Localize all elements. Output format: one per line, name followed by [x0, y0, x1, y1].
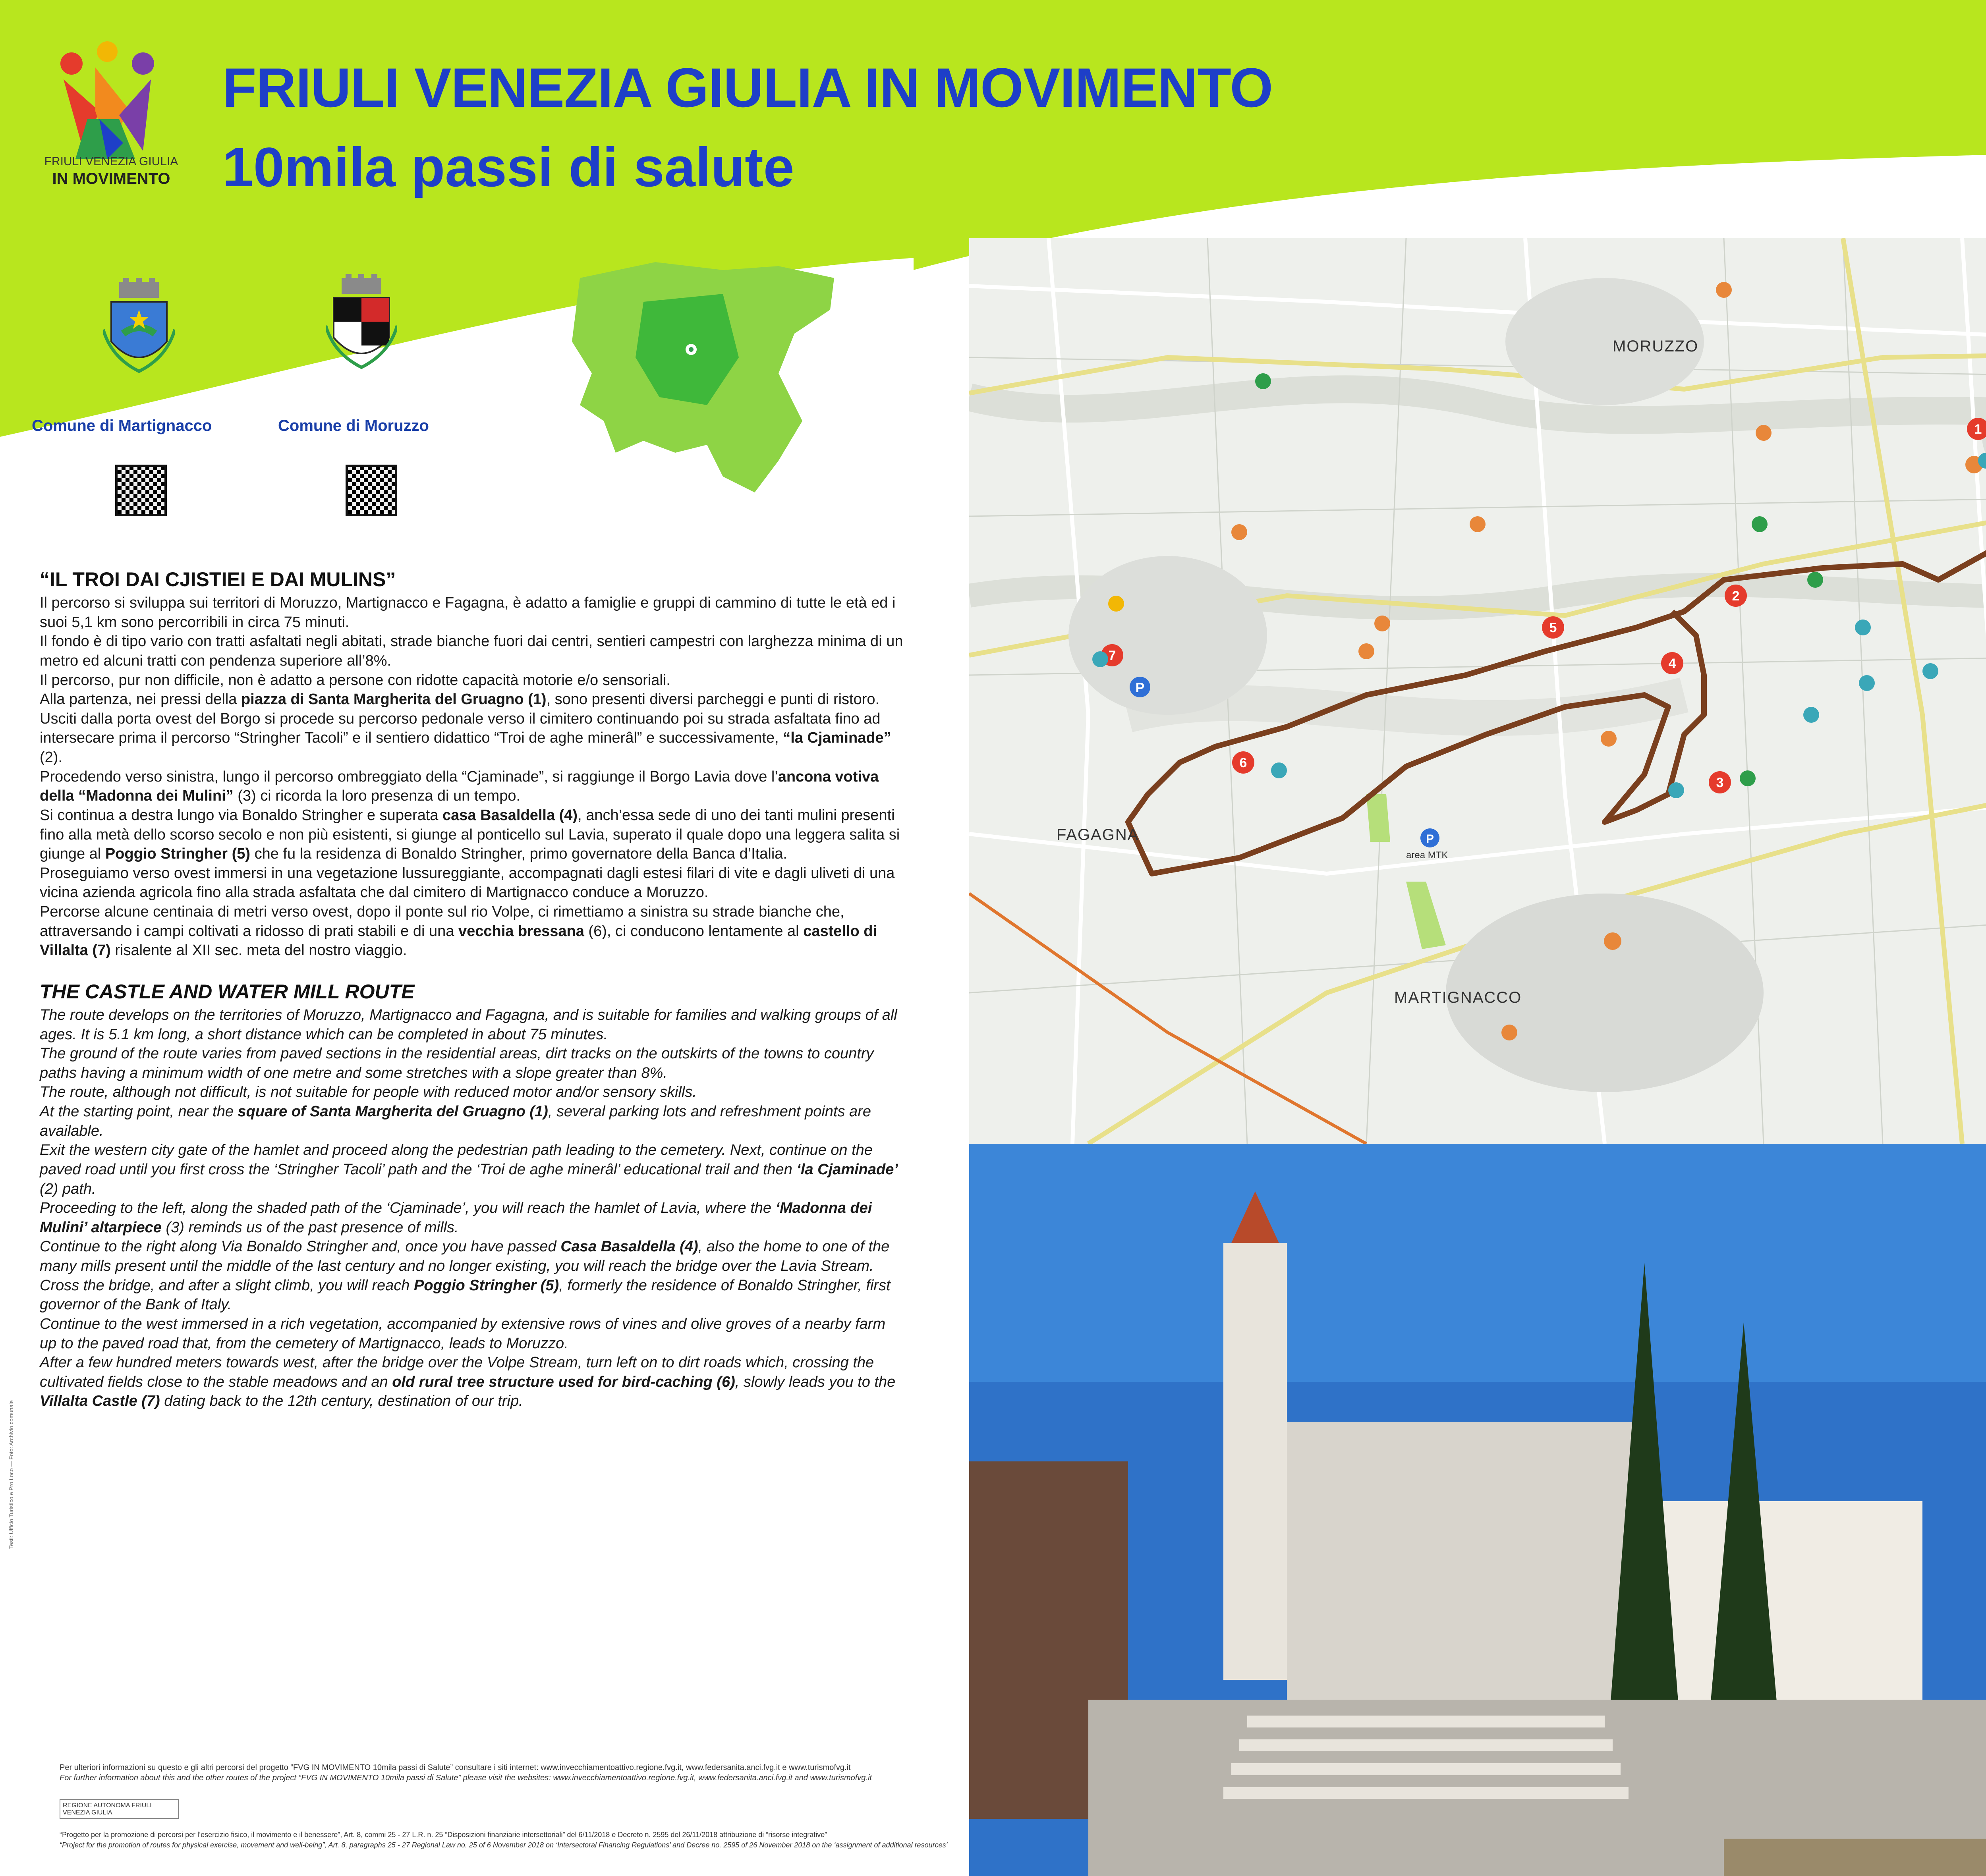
svg-text:P: P — [1426, 832, 1434, 845]
qr-code-icon[interactable] — [346, 465, 397, 516]
route-title-it: “IL TROI DAI CJISTIEI E DAI MULINS” — [40, 568, 396, 591]
paragraph: Il fondo è di tipo vario con tratti asfaltati negli abitati, strade bianche fuori dai centri, sentieri campestri con larghezza minima di un metro ed alcuni tratti con pendenza superiore all’8%. — [40, 633, 903, 669]
page-subtitle: 10mila passi di salute — [222, 136, 794, 198]
paragraph: Il percorso, pur non difficile, non è adatto a persone con ridotte capacità motorie e/o sensoriali. — [40, 672, 670, 689]
paragraph: The route develops on the territories of Moruzzo, Martignacco and Fagagna, and is suitable for families and walking groups of all ages. It is 5.1 km long, a short distance which can be completed in about 75 minutes. — [40, 1006, 897, 1043]
footer-project-it: “Progetto per la promozione di percorsi per l’esercizio fisico, il movimento e il benessere”, Art. 8, commi 25 - 27 L.R. n. 25 “Disposizioni finanziarie intersettoriali” del 6/11/2018 e Decreto n. 2595 del 26/11/2018 attribuzione di “risorse integrative” — [60, 1831, 827, 1839]
page-title: FRIULI VENEZIA GIULIA IN MOVIMENTO — [222, 56, 1273, 119]
svg-text:4: 4 — [1668, 656, 1676, 671]
footer-regione-logo: REGIONE AUTONOMA FRIULI VENEZIA GIULIA — [60, 1799, 179, 1819]
map-place-label: MORUZZO — [1613, 338, 1699, 355]
svg-text:1: 1 — [1974, 422, 1982, 437]
paragraph: Percorse alcune centinaia di metri verso ovest, dopo il ponte sul rio Volpe, ci rimettiamo a sinistra su strade bianche che, attraversando i campi coltivati a ridosso di prati stabili e di una vecchia bressana (6), ci conducono lentamente al castello di Villalta (7) risalente al XII sec. meta del nostro viaggio. — [40, 903, 877, 959]
paragraph: Proseguiamo verso ovest immersi in una vegetazione lussureggiante, accompagnati dagli estesi filari di vite e dagli uliveti di una vicina azienda agricola fino alla strada asfaltata che dal cimitero di Martignacco conduce a Moruzzo. — [40, 865, 895, 901]
paragraph: Procedendo verso sinistra, lungo il percorso ombreggiato della “Cjaminade”, si raggiunge il Borgo Lavia dove l’ancona votiva della “Madonna dei Mulini” (3) ci ricorda la loro presenza di un tempo. — [40, 768, 879, 805]
svg-text:7: 7 — [1108, 648, 1116, 663]
route-marker-2 — [1725, 585, 1747, 607]
footer-info-en: For further information about this and the other routes of the project “FVG IN MOVIMENTO 10mila passi di Salute” please visit the websites: www.invecchiamentoattivo.regione.fvg.it, www.federsanita.anci.fvg.it and www.turismofvg.it — [60, 1774, 872, 1782]
svg-text:5: 5 — [1549, 620, 1557, 635]
route-map[interactable] — [969, 238, 1986, 1144]
map-area-label: area MTK — [1406, 850, 1448, 861]
moruzzo-crest-icon — [326, 274, 397, 373]
paragraph: Usciti dalla porta ovest del Borgo si procede su percorso pedonale verso il cimitero continuando poi su strada asfaltata fino ad intersecare prima il percorso “Stringher Tacoli” e il sentiero didattico “Troi de aghe minerâl” e successivamente, “la Cjaminade” (2). — [40, 710, 891, 766]
route-marker-4 — [1661, 652, 1683, 674]
paragraph: The route, although not difficult, is not suitable for people with reduced motor and/or sensory skills. — [40, 1084, 697, 1101]
svg-text:2: 2 — [1732, 589, 1740, 604]
paragraph: Continue to the right along Via Bonaldo Stringher and, once you have passed Casa Basaldella (4), also the home to one of the many mills present until the middle of the last century and no longer existing, you will reach the bridge over the Lavia Stream. Cross the bridge, and after a slight climb, you will reach Poggio Stringher (5), formerly the residence of Bonaldo Stringher, first governor of the Bank of Italy. — [40, 1238, 891, 1313]
paragraph: Continue to the west immersed in a rich vegetation, accompanied by extensive rows of vines and olive groves of a nearby farm up to the paved road that, from the cemetery of Martignacco, leads to Moruzzo. — [40, 1315, 886, 1352]
photo-church — [969, 1144, 1986, 1876]
svg-text:P: P — [1135, 680, 1145, 695]
svg-text:3: 3 — [1716, 775, 1724, 790]
side-credit: Testi: Ufficio Turistico e Pro Loco — Foto: Archivio comunale — [8, 1400, 14, 1549]
logo-text: FRIULI VENEZIA GIULIA — [44, 155, 178, 168]
comune-label-martignacco: Comune di Martignacco — [32, 417, 212, 434]
route-title-en: THE CASTLE AND WATER MILL ROUTE — [40, 980, 415, 1003]
route-description — [40, 568, 906, 1411]
qr-code-icon[interactable] — [115, 465, 167, 516]
footer-project-en: “Project for the promotion of routes for physical exercise, movement and well-being”, Art. 8, paragraphs 25 - 27 Regional Law no. 25 of 6 November 2018 on ‘Intersectoral Financing Regulations’ and Decree no. 2595 of 26 November 2018 on the ‘assignment of additional resources’ — [60, 1841, 948, 1849]
svg-text:6: 6 — [1239, 755, 1247, 770]
comune-label-moruzzo: Comune di Moruzzo — [278, 417, 429, 434]
paragraph: Si continua a destra lungo via Bonaldo Stringher e superata casa Basaldella (4), anch’essa sede di uno dei tanti mulini presenti fino alla metà dello scorso secolo e non più esistenti, si giunge al ponticello sul Lavia, superato il quale dopo una leggera salita si giunge al Poggio Stringher (5) che fu la residenza di Bonaldo Stringher, primo governatore della Banca d’Italia. — [40, 807, 900, 863]
map-place-label: FAGAGNA — [1057, 826, 1139, 843]
region-map — [556, 254, 854, 500]
paragraph: The ground of the route varies from paved sections in the residential areas, dirt tracks on the outskirts of the towns to country paths having a minimum width of one metre and some stretches with a slope greater than 8%. — [40, 1045, 874, 1081]
footer-info-it: Per ulteriori informazioni su questo e gli altri percorsi del progetto “FVG IN MOVIMENTO 10mila passi di Salute” consultare i siti internet: www.invecchiamentoattivo.regione.fvg.it, www.federsanita.anci.fvg.it e www.turismofvg.it — [60, 1763, 851, 1772]
paragraph: Exit the western city gate of the hamlet and proceed along the pedestrian path leading to the cemetery. Next, continue on the paved road until you first cross the ‘Stringher Tacoli’ path and the ‘Troi de aghe minerâl’ educational trail and then ‘la Cjaminade’ (2) path. — [40, 1142, 898, 1197]
paragraph: Il percorso si sviluppa sui territori di Moruzzo, Martignacco e Fagagna, è adatto a famiglie e gruppi di cammino di tutte le età ed i suoi 5,1 km sono percorribili in circa 75 minuti. — [40, 594, 896, 631]
martignacco-crest-icon — [103, 278, 175, 377]
paragraph: At the starting point, near the square of Santa Margherita del Gruagno (1), several parking lots and refreshment points are available. — [40, 1103, 871, 1139]
route-marker-5 — [1542, 616, 1564, 639]
paragraph: Proceeding to the left, along the shaded path of the ‘Cjaminade’, you will reach the hamlet of Lavia, where the ‘Madonna dei Mulini’ altarpiece (3) reminds us of the past presence of mills. — [40, 1200, 872, 1236]
paragraph: Alla partenza, nei pressi della piazza di Santa Margherita del Gruagno (1), sono presenti diversi parcheggi e punti di ristoro. — [40, 691, 880, 708]
map-place-label: MARTIGNACCO — [1394, 989, 1522, 1006]
logo-text: IN MOVIMENTO — [52, 170, 170, 187]
route-marker-6 — [1232, 751, 1254, 774]
paragraph: After a few hundred meters towards west, after the bridge over the Volpe Stream, turn left on to dirt roads which, crossing the cultivated fields close to the stable meadows and an old rural tree structure used for bird-caching (6), slowly leads you to the Villalta Castle (7) dating back to the 12th century, destination of our trip. — [40, 1354, 896, 1410]
route-marker-3 — [1709, 771, 1731, 793]
route-map-canvas — [969, 238, 1986, 1144]
